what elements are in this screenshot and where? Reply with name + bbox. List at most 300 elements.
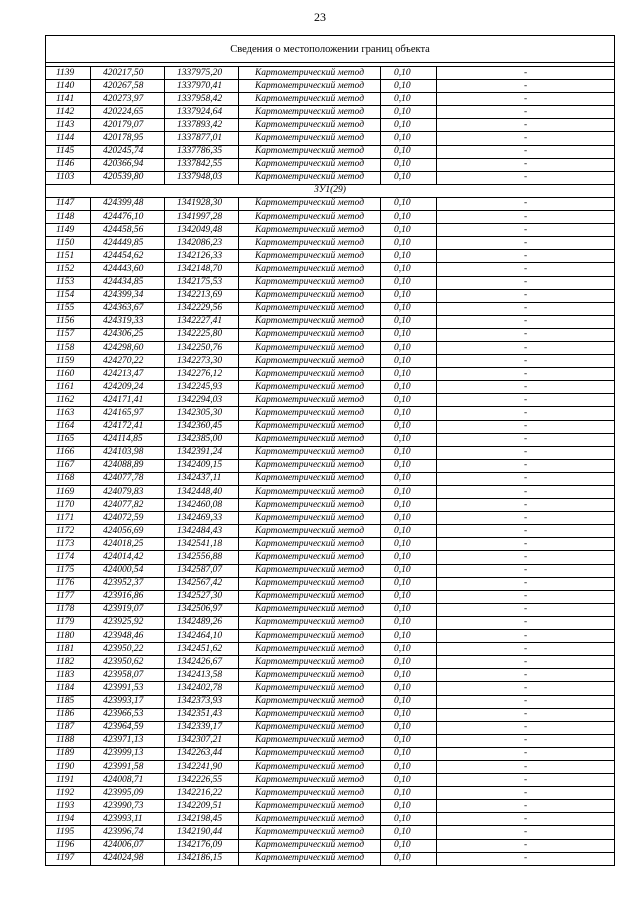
error-cell: 0,10	[381, 682, 437, 695]
y-coordinate-cell: 1342209,51	[165, 800, 239, 813]
table-row	[46, 499, 615, 512]
table-row	[46, 695, 615, 708]
x-coordinate-cell: 424077,78	[91, 472, 165, 485]
method-cell: Картометрический метод	[239, 93, 381, 106]
table-row	[46, 538, 615, 551]
table-row	[46, 355, 615, 368]
method-cell: Картометрический метод	[239, 276, 381, 289]
description-cell: -	[437, 407, 615, 420]
table-row	[46, 341, 615, 354]
method-cell: Картометрический метод	[239, 826, 381, 839]
x-coordinate-cell: 420224,65	[91, 106, 165, 119]
description-cell: -	[437, 237, 615, 250]
description-cell: -	[437, 250, 615, 263]
error-cell: 0,10	[381, 512, 437, 525]
table-row	[46, 106, 615, 119]
point-number-cell: 1139	[46, 67, 91, 80]
y-coordinate-cell: 1337970,41	[165, 80, 239, 93]
table-row	[46, 145, 615, 158]
description-cell: -	[437, 381, 615, 394]
point-number-cell: 1189	[46, 747, 91, 760]
point-number-cell: 1142	[46, 106, 91, 119]
error-cell: 0,10	[381, 603, 437, 616]
x-coordinate-cell: 423996,74	[91, 826, 165, 839]
error-cell: 0,10	[381, 355, 437, 368]
table-row	[46, 747, 615, 760]
error-cell: 0,10	[381, 747, 437, 760]
error-cell: 0,10	[381, 250, 437, 263]
table-row	[46, 407, 615, 420]
error-cell: 0,10	[381, 106, 437, 119]
table-row	[46, 787, 615, 800]
table-row	[46, 472, 615, 485]
method-cell: Картометрический метод	[239, 512, 381, 525]
table-row	[46, 433, 615, 446]
method-cell: Картометрический метод	[239, 302, 381, 315]
x-coordinate-cell: 424024,98	[91, 852, 165, 865]
x-coordinate-cell: 424000,54	[91, 564, 165, 577]
description-cell: -	[437, 525, 615, 538]
description-cell: -	[437, 774, 615, 787]
error-cell: 0,10	[381, 525, 437, 538]
method-cell: Картометрический метод	[239, 538, 381, 551]
description-cell: -	[437, 145, 615, 158]
point-number-cell: 1166	[46, 446, 91, 459]
description-cell: -	[437, 839, 615, 852]
y-coordinate-cell: 1342464,10	[165, 630, 239, 643]
description-cell: -	[437, 577, 615, 590]
method-cell: Картометрический метод	[239, 852, 381, 865]
table-row	[46, 171, 615, 184]
y-coordinate-cell: 1337958,42	[165, 93, 239, 106]
point-number-cell: 1160	[46, 368, 91, 381]
table-row	[46, 446, 615, 459]
description-cell: -	[437, 551, 615, 564]
error-cell: 0,10	[381, 302, 437, 315]
description-cell: -	[437, 721, 615, 734]
x-coordinate-cell: 423919,07	[91, 603, 165, 616]
y-coordinate-cell: 1342226,55	[165, 774, 239, 787]
y-coordinate-cell: 1337948,03	[165, 171, 239, 184]
point-number-cell: 1155	[46, 302, 91, 315]
error-cell: 0,10	[381, 826, 437, 839]
error-cell: 0,10	[381, 839, 437, 852]
y-coordinate-cell: 1341997,28	[165, 211, 239, 224]
point-number-cell: 1144	[46, 132, 91, 145]
point-number-cell: 1141	[46, 93, 91, 106]
description-cell: -	[437, 669, 615, 682]
x-coordinate-cell: 424454,62	[91, 250, 165, 263]
method-cell: Картометрический метод	[239, 734, 381, 747]
x-coordinate-cell: 424079,83	[91, 486, 165, 499]
table-row	[46, 564, 615, 577]
point-number-cell: 1146	[46, 158, 91, 171]
point-number-cell: 1183	[46, 669, 91, 682]
x-coordinate-cell: 424172,41	[91, 420, 165, 433]
error-cell: 0,10	[381, 407, 437, 420]
table-row	[46, 328, 615, 341]
page-number: 23	[314, 10, 326, 24]
table-row	[46, 774, 615, 787]
y-coordinate-cell: 1337877,01	[165, 132, 239, 145]
y-coordinate-cell: 1342460,08	[165, 499, 239, 512]
description-cell: -	[437, 472, 615, 485]
description-cell: -	[437, 106, 615, 119]
method-cell: Картометрический метод	[239, 459, 381, 472]
method-cell: Картометрический метод	[239, 643, 381, 656]
y-coordinate-cell: 1342385,00	[165, 433, 239, 446]
table-row	[46, 224, 615, 237]
x-coordinate-cell: 424077,82	[91, 499, 165, 512]
table-row	[46, 590, 615, 603]
description-cell: -	[437, 603, 615, 616]
table-row	[46, 237, 615, 250]
error-cell: 0,10	[381, 420, 437, 433]
table-row	[46, 852, 615, 865]
table-row	[46, 800, 615, 813]
description-cell: -	[437, 80, 615, 93]
section-label: 3У1(29)	[46, 184, 615, 197]
point-number-cell: 1168	[46, 472, 91, 485]
method-cell: Картометрический метод	[239, 211, 381, 224]
x-coordinate-cell: 424171,41	[91, 394, 165, 407]
description-cell: -	[437, 695, 615, 708]
y-coordinate-cell: 1342541,18	[165, 538, 239, 551]
method-cell: Картометрический метод	[239, 237, 381, 250]
table-row	[46, 839, 615, 852]
table-row	[46, 211, 615, 224]
y-coordinate-cell: 1341928,30	[165, 197, 239, 210]
point-number-cell: 1186	[46, 708, 91, 721]
method-cell: Картометрический метод	[239, 486, 381, 499]
x-coordinate-cell: 424165,97	[91, 407, 165, 420]
description-cell: -	[437, 171, 615, 184]
y-coordinate-cell: 1342175,53	[165, 276, 239, 289]
table-row	[46, 603, 615, 616]
point-number-cell: 1163	[46, 407, 91, 420]
point-number-cell: 1175	[46, 564, 91, 577]
point-number-cell: 1180	[46, 630, 91, 643]
y-coordinate-cell: 1342360,45	[165, 420, 239, 433]
point-number-cell: 1154	[46, 289, 91, 302]
x-coordinate-cell: 424458,56	[91, 224, 165, 237]
method-cell: Картометрический метод	[239, 472, 381, 485]
error-cell: 0,10	[381, 328, 437, 341]
description-cell: -	[437, 224, 615, 237]
error-cell: 0,10	[381, 486, 437, 499]
description-cell: -	[437, 446, 615, 459]
error-cell: 0,10	[381, 656, 437, 669]
x-coordinate-cell: 423993,11	[91, 813, 165, 826]
table-row	[46, 420, 615, 433]
x-coordinate-cell: 420366,94	[91, 158, 165, 171]
point-number-cell: 1170	[46, 499, 91, 512]
error-cell: 0,10	[381, 433, 437, 446]
y-coordinate-cell: 1342229,56	[165, 302, 239, 315]
x-coordinate-cell: 423916,86	[91, 590, 165, 603]
error-cell: 0,10	[381, 551, 437, 564]
method-cell: Картометрический метод	[239, 197, 381, 210]
x-coordinate-cell: 424006,07	[91, 839, 165, 852]
table-row	[46, 708, 615, 721]
error-cell: 0,10	[381, 197, 437, 210]
description-cell: -	[437, 132, 615, 145]
method-cell: Картометрический метод	[239, 499, 381, 512]
table-row	[46, 551, 615, 564]
x-coordinate-cell: 424114,85	[91, 433, 165, 446]
method-cell: Картометрический метод	[239, 682, 381, 695]
method-cell: Картометрический метод	[239, 577, 381, 590]
error-cell: 0,10	[381, 459, 437, 472]
error-cell: 0,10	[381, 734, 437, 747]
method-cell: Картометрический метод	[239, 341, 381, 354]
point-number-cell: 1153	[46, 276, 91, 289]
table-row	[46, 577, 615, 590]
x-coordinate-cell: 423991,58	[91, 760, 165, 773]
description-cell: -	[437, 538, 615, 551]
point-number-cell: 1147	[46, 197, 91, 210]
y-coordinate-cell: 1342527,30	[165, 590, 239, 603]
error-cell: 0,10	[381, 669, 437, 682]
point-number-cell: 1149	[46, 224, 91, 237]
table-row	[46, 263, 615, 276]
description-cell: -	[437, 800, 615, 813]
error-cell: 0,10	[381, 538, 437, 551]
error-cell: 0,10	[381, 224, 437, 237]
description-cell: -	[437, 616, 615, 629]
table-row	[46, 302, 615, 315]
point-number-cell: 1148	[46, 211, 91, 224]
y-coordinate-cell: 1342426,67	[165, 656, 239, 669]
y-coordinate-cell: 1342241,90	[165, 760, 239, 773]
method-cell: Картометрический метод	[239, 525, 381, 538]
error-cell: 0,10	[381, 80, 437, 93]
point-number-cell: 1103	[46, 171, 91, 184]
point-number-cell: 1157	[46, 328, 91, 341]
description-cell: -	[437, 355, 615, 368]
method-cell: Картометрический метод	[239, 747, 381, 760]
error-cell: 0,10	[381, 852, 437, 865]
method-cell: Картометрический метод	[239, 158, 381, 171]
error-cell: 0,10	[381, 577, 437, 590]
point-number-cell: 1181	[46, 643, 91, 656]
description-cell: -	[437, 315, 615, 328]
table-row	[46, 197, 615, 210]
table-row	[46, 158, 615, 171]
point-number-cell: 1192	[46, 787, 91, 800]
y-coordinate-cell: 1342339,17	[165, 721, 239, 734]
point-number-cell: 1158	[46, 341, 91, 354]
point-number-cell: 1182	[46, 656, 91, 669]
method-cell: Картометрический метод	[239, 381, 381, 394]
point-number-cell: 1165	[46, 433, 91, 446]
y-coordinate-cell: 1342409,15	[165, 459, 239, 472]
x-coordinate-cell: 420217,50	[91, 67, 165, 80]
y-coordinate-cell: 1342273,30	[165, 355, 239, 368]
section-header-row	[46, 184, 615, 197]
x-coordinate-cell: 423971,13	[91, 734, 165, 747]
point-number-cell: 1171	[46, 512, 91, 525]
description-cell: -	[437, 682, 615, 695]
x-coordinate-cell: 424213,47	[91, 368, 165, 381]
table-row	[46, 512, 615, 525]
x-coordinate-cell: 424399,34	[91, 289, 165, 302]
table-row	[46, 80, 615, 93]
description-cell: -	[437, 708, 615, 721]
description-cell: -	[437, 328, 615, 341]
method-cell: Картометрический метод	[239, 407, 381, 420]
table-row	[46, 669, 615, 682]
error-cell: 0,10	[381, 721, 437, 734]
table-row	[46, 368, 615, 381]
method-cell: Картометрический метод	[239, 616, 381, 629]
error-cell: 0,10	[381, 211, 437, 224]
error-cell: 0,10	[381, 381, 437, 394]
error-cell: 0,10	[381, 774, 437, 787]
error-cell: 0,10	[381, 341, 437, 354]
method-cell: Картометрический метод	[239, 394, 381, 407]
point-number-cell: 1150	[46, 237, 91, 250]
description-cell: -	[437, 276, 615, 289]
description-cell: -	[437, 302, 615, 315]
method-cell: Картометрический метод	[239, 368, 381, 381]
x-coordinate-cell: 423966,53	[91, 708, 165, 721]
error-cell: 0,10	[381, 472, 437, 485]
description-cell: -	[437, 289, 615, 302]
y-coordinate-cell: 1342213,69	[165, 289, 239, 302]
table-row	[46, 734, 615, 747]
description-cell: -	[437, 564, 615, 577]
y-coordinate-cell: 1342190,44	[165, 826, 239, 839]
description-cell: -	[437, 67, 615, 80]
table-row	[46, 132, 615, 145]
method-cell: Картометрический метод	[239, 564, 381, 577]
method-cell: Картометрический метод	[239, 420, 381, 433]
method-cell: Картометрический метод	[239, 839, 381, 852]
table-title: Сведения о местоположении границ объекта	[46, 36, 615, 63]
point-number-cell: 1197	[46, 852, 91, 865]
x-coordinate-cell: 423991,53	[91, 682, 165, 695]
error-cell: 0,10	[381, 616, 437, 629]
y-coordinate-cell: 1342413,58	[165, 669, 239, 682]
error-cell: 0,10	[381, 263, 437, 276]
error-cell: 0,10	[381, 289, 437, 302]
error-cell: 0,10	[381, 67, 437, 80]
error-cell: 0,10	[381, 695, 437, 708]
y-coordinate-cell: 1342198,45	[165, 813, 239, 826]
table-row	[46, 119, 615, 132]
boundary-coordinates-table	[45, 35, 615, 866]
description-cell: -	[437, 656, 615, 669]
x-coordinate-cell: 420245,74	[91, 145, 165, 158]
description-cell: -	[437, 760, 615, 773]
x-coordinate-cell: 424056,69	[91, 525, 165, 538]
y-coordinate-cell: 1342448,40	[165, 486, 239, 499]
y-coordinate-cell: 1342245,93	[165, 381, 239, 394]
method-cell: Картометрический метод	[239, 250, 381, 263]
point-number-cell: 1194	[46, 813, 91, 826]
description-cell: -	[437, 512, 615, 525]
point-number-cell: 1195	[46, 826, 91, 839]
point-number-cell: 1178	[46, 603, 91, 616]
method-cell: Картометрический метод	[239, 80, 381, 93]
x-coordinate-cell: 423990,73	[91, 800, 165, 813]
error-cell: 0,10	[381, 499, 437, 512]
x-coordinate-cell: 423964,59	[91, 721, 165, 734]
y-coordinate-cell: 1342506,97	[165, 603, 239, 616]
description-cell: -	[437, 826, 615, 839]
point-number-cell: 1184	[46, 682, 91, 695]
method-cell: Картометрический метод	[239, 760, 381, 773]
point-number-cell: 1179	[46, 616, 91, 629]
error-cell: 0,10	[381, 145, 437, 158]
y-coordinate-cell: 1342402,78	[165, 682, 239, 695]
table-row	[46, 760, 615, 773]
y-coordinate-cell: 1342489,26	[165, 616, 239, 629]
method-cell: Картометрический метод	[239, 106, 381, 119]
y-coordinate-cell: 1342307,21	[165, 734, 239, 747]
method-cell: Картометрический метод	[239, 289, 381, 302]
table-row	[46, 813, 615, 826]
x-coordinate-cell: 424434,85	[91, 276, 165, 289]
point-number-cell: 1151	[46, 250, 91, 263]
method-cell: Картометрический метод	[239, 774, 381, 787]
description-cell: -	[437, 590, 615, 603]
error-cell: 0,10	[381, 787, 437, 800]
description-cell: -	[437, 813, 615, 826]
y-coordinate-cell: 1342294,03	[165, 394, 239, 407]
x-coordinate-cell: 424476,10	[91, 211, 165, 224]
x-coordinate-cell: 424088,89	[91, 459, 165, 472]
point-number-cell: 1152	[46, 263, 91, 276]
x-coordinate-cell: 420179,07	[91, 119, 165, 132]
point-number-cell: 1159	[46, 355, 91, 368]
method-cell: Картометрический метод	[239, 656, 381, 669]
y-coordinate-cell: 1342086,23	[165, 237, 239, 250]
method-cell: Картометрический метод	[239, 800, 381, 813]
method-cell: Картометрический метод	[239, 263, 381, 276]
method-cell: Картометрический метод	[239, 590, 381, 603]
y-coordinate-cell: 1342373,93	[165, 695, 239, 708]
method-cell: Картометрический метод	[239, 695, 381, 708]
y-coordinate-cell: 1342437,11	[165, 472, 239, 485]
x-coordinate-cell: 424072,59	[91, 512, 165, 525]
error-cell: 0,10	[381, 93, 437, 106]
method-cell: Картометрический метод	[239, 669, 381, 682]
y-coordinate-cell: 1342484,43	[165, 525, 239, 538]
y-coordinate-cell: 1337975,20	[165, 67, 239, 80]
table-row	[46, 630, 615, 643]
error-cell: 0,10	[381, 237, 437, 250]
error-cell: 0,10	[381, 132, 437, 145]
method-cell: Картометрический метод	[239, 145, 381, 158]
x-coordinate-cell: 424319,33	[91, 315, 165, 328]
x-coordinate-cell: 423950,62	[91, 656, 165, 669]
error-cell: 0,10	[381, 760, 437, 773]
point-number-cell: 1193	[46, 800, 91, 813]
method-cell: Картометрический метод	[239, 708, 381, 721]
x-coordinate-cell: 423950,22	[91, 643, 165, 656]
error-cell: 0,10	[381, 630, 437, 643]
y-coordinate-cell: 1342049,48	[165, 224, 239, 237]
x-coordinate-cell: 423995,09	[91, 787, 165, 800]
description-cell: -	[437, 747, 615, 760]
error-cell: 0,10	[381, 564, 437, 577]
error-cell: 0,10	[381, 708, 437, 721]
point-number-cell: 1190	[46, 760, 91, 773]
y-coordinate-cell: 1342469,33	[165, 512, 239, 525]
point-number-cell: 1188	[46, 734, 91, 747]
